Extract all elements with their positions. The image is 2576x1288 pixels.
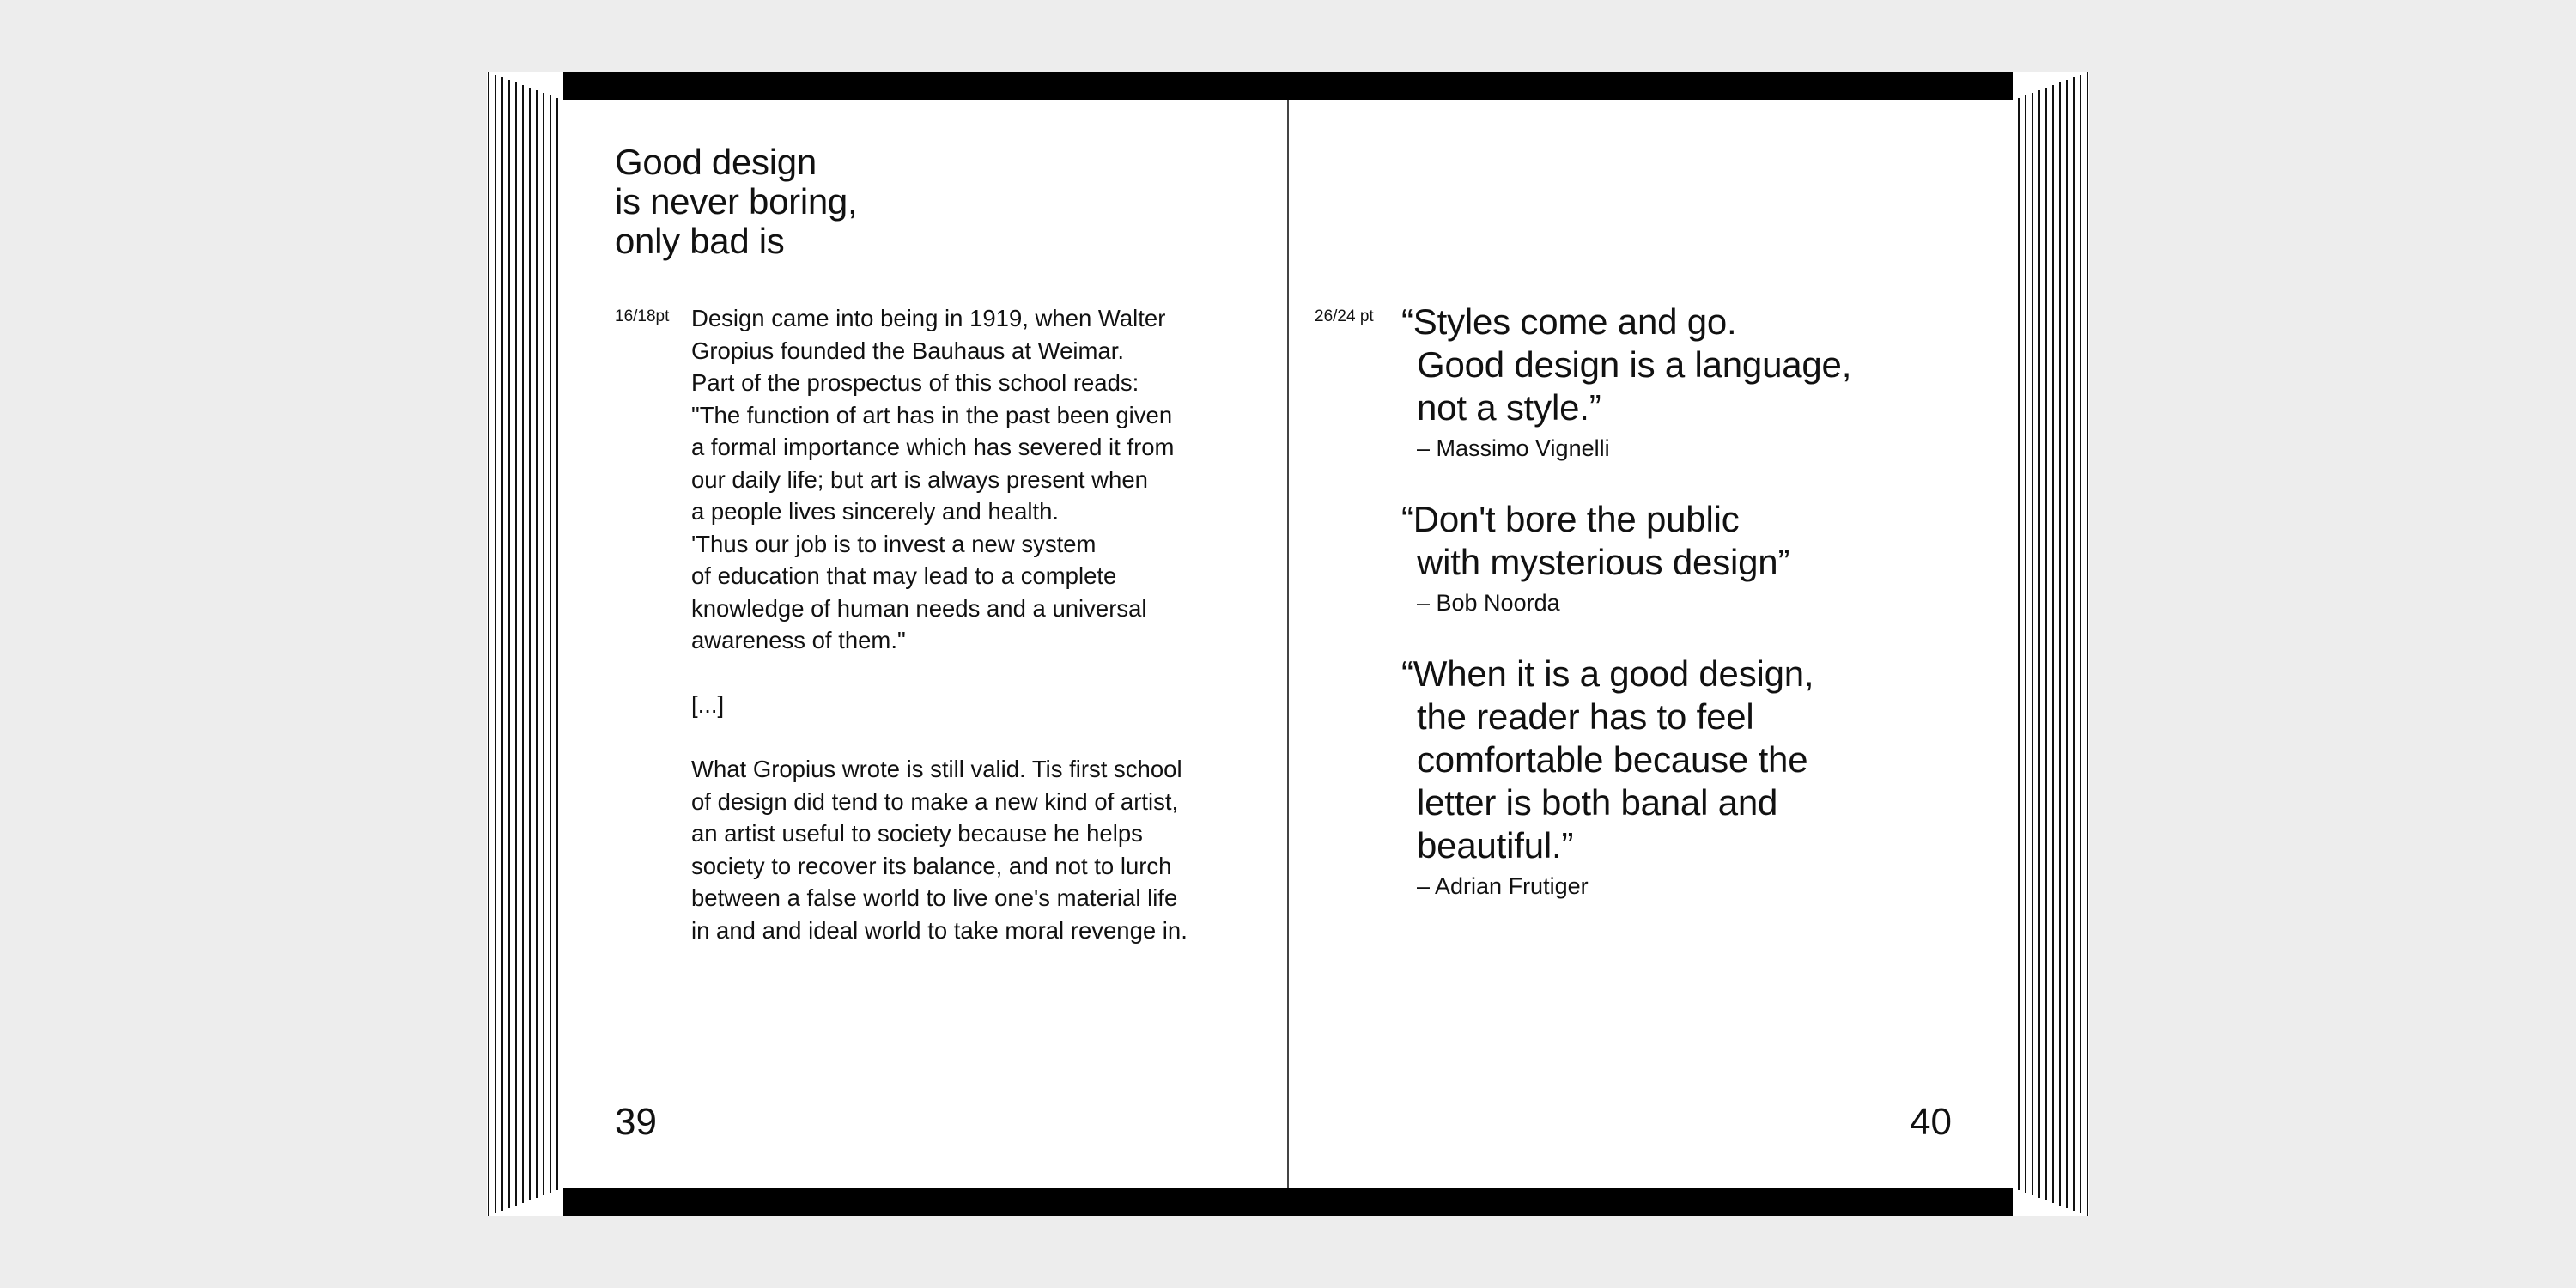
cover-bottom	[487, 1188, 2089, 1216]
body-line: a formal importance which has severed it from	[691, 434, 1175, 460]
quote-line: “When it is a good design,	[1401, 653, 1814, 694]
quote-line: the reader has to feel	[1417, 696, 1754, 737]
quote-noorda	[1401, 498, 1932, 618]
body-line: knowledge of human needs and a universal	[691, 594, 1147, 622]
quote-frutiger	[1401, 653, 1932, 902]
cover-top	[487, 72, 2089, 100]
quote-line: Good design is a language,	[1417, 344, 1852, 385]
body-line: of design did tend to make a new kind of artist,	[691, 787, 1179, 815]
body-line: between a false world to live one's material life	[691, 884, 1178, 911]
quote-line: letter is both banal and	[1417, 782, 1778, 823]
body-line: of education that may lead to a complete	[691, 562, 1117, 589]
body-line: 'Thus our job is to invest a new system	[691, 530, 1097, 557]
body-line: Gropius founded the Bauhaus at Weimar.	[691, 337, 1124, 364]
left-page-edges	[487, 72, 563, 1216]
quote-line: not a style.”	[1417, 387, 1601, 428]
body-line: Design came into being in 1919, when Walter	[691, 305, 1166, 331]
left-page-title	[615, 143, 857, 261]
page-number-right: 40	[1910, 1101, 1952, 1143]
body-line: society to recover its balance, and not to lurch	[691, 852, 1172, 879]
quote-text	[1401, 498, 1932, 584]
body-line: "The function of art has in the past been given	[691, 401, 1173, 428]
ellipsis: [...]	[691, 691, 725, 718]
body-line: in and and ideal world to take moral revenge in.	[691, 916, 1188, 944]
quote-author: – Bob Noorda	[1417, 590, 1560, 616]
page-number-left: 39	[615, 1101, 657, 1143]
title-line: only bad is	[615, 221, 785, 261]
title-line: is never boring,	[615, 181, 858, 222]
body-line: awareness of them."	[691, 627, 906, 653]
quote-text	[1401, 301, 1932, 429]
quote-author: – Massimo Vignelli	[1417, 435, 1610, 461]
quote-line: “Styles come and go.	[1401, 301, 1737, 342]
quote-line: with mysterious design”	[1417, 542, 1790, 582]
quote-author: – Adrian Frutiger	[1417, 873, 1589, 899]
quote-line: “Don't bore the public	[1401, 499, 1740, 539]
quote-line: beautiful.”	[1417, 825, 1574, 866]
quote-vignelli	[1401, 301, 1932, 464]
paragraph-gap	[691, 721, 1224, 754]
left-type-spec: 16/18pt	[615, 307, 670, 325]
body-line: a people lives sincerely and health.	[691, 498, 1060, 525]
right-page-edges	[2013, 72, 2089, 1216]
quote-line: comfortable because the	[1417, 739, 1808, 780]
body-line: Part of the prospectus of this school reads:	[691, 369, 1139, 396]
body-line: What Gropius wrote is still valid. Tis first school	[691, 756, 1182, 782]
title-line: Good design	[615, 142, 817, 182]
body-line: an artist useful to society because he helps	[691, 820, 1143, 847]
body-text	[691, 302, 1224, 946]
right-type-spec: 26/24 pt	[1315, 307, 1374, 325]
quote-text	[1401, 653, 1932, 867]
body-line: our daily life; but art is always present when	[691, 465, 1148, 493]
quote-list	[1401, 301, 1932, 936]
paragraph-gap	[691, 657, 1224, 690]
